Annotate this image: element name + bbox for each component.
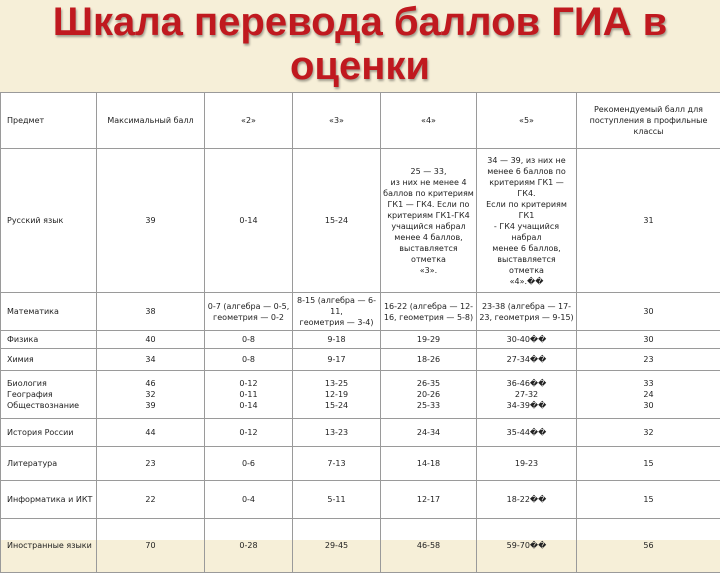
max-geography: 32 bbox=[99, 389, 202, 400]
header-grade-2: «2» bbox=[205, 93, 293, 149]
grade-5-cell: 18-22�� bbox=[477, 481, 577, 519]
title-line-2: оценки bbox=[0, 44, 720, 88]
recommended-cell: 15 bbox=[577, 481, 720, 519]
recommended-geography: 24 bbox=[579, 389, 718, 400]
table-row bbox=[1, 419, 720, 447]
grade-2-cell: 0-4 bbox=[205, 481, 293, 519]
grade-2-biology: 0-12 bbox=[207, 378, 290, 389]
grade-2-cell: 0-8 bbox=[205, 349, 293, 371]
grade-3-cell: 9-18 bbox=[293, 331, 381, 349]
grade-3-biology: 13-25 bbox=[295, 378, 378, 389]
grade-3-cell: 5-11 bbox=[293, 481, 381, 519]
grade-4-geography: 20-26 bbox=[383, 389, 474, 400]
recommended-cell: 30 bbox=[577, 293, 720, 331]
grade-3-social-studies: 15-24 bbox=[295, 400, 378, 411]
grade-5-cell: 23-38 (алгебра — 17- 23, геометрия — 9-15) bbox=[477, 293, 577, 331]
grade-5-biology: 36-46�� bbox=[479, 378, 574, 389]
table-row bbox=[1, 481, 720, 519]
grade-table-sheet bbox=[0, 92, 720, 540]
grade-5-cell: 27-34�� bbox=[477, 349, 577, 371]
subject-cell-group bbox=[1, 371, 97, 419]
grade-3-cell: 7-13 bbox=[293, 447, 381, 481]
header-max: Максимальный балл bbox=[97, 93, 205, 149]
recommended-cell: 56 bbox=[577, 519, 720, 573]
max-biology: 46 bbox=[99, 378, 202, 389]
grade-5-cell: 35-44�� bbox=[477, 419, 577, 447]
grade-5-cell: 19-23 bbox=[477, 447, 577, 481]
recommended-cell-group bbox=[577, 371, 720, 419]
subject-cell: Физика bbox=[1, 331, 97, 349]
subject-cell: Литература bbox=[1, 447, 97, 481]
grade-3-cell: 15-24 bbox=[293, 149, 381, 293]
recommended-cell: 23 bbox=[577, 349, 720, 371]
header-recommended: Рекомендуемый балл для поступления в профильные классы bbox=[577, 93, 720, 149]
max-social-studies: 39 bbox=[99, 400, 202, 411]
grade-2-cell: 0-12 bbox=[205, 419, 293, 447]
subject-biology: Биология bbox=[7, 378, 94, 389]
table-row bbox=[1, 519, 720, 573]
subject-cell: Иностранные языки bbox=[1, 519, 97, 573]
grade-3-cell-group bbox=[293, 371, 381, 419]
table-row bbox=[1, 349, 720, 371]
recommended-cell: 30 bbox=[577, 331, 720, 349]
grade-3-cell: 29-45 bbox=[293, 519, 381, 573]
grade-4-cell: 24-34 bbox=[381, 419, 477, 447]
max-cell: 38 bbox=[97, 293, 205, 331]
grade-conversion-table bbox=[0, 92, 720, 573]
subject-cell: Русский язык bbox=[1, 149, 97, 293]
grade-4-cell: 18-26 bbox=[381, 349, 477, 371]
recommended-cell: 31 bbox=[577, 149, 720, 293]
grade-5-cell: 30-40�� bbox=[477, 331, 577, 349]
grade-5-social-studies: 34-39�� bbox=[479, 400, 574, 411]
grade-2-cell: 0-7 (алгебра — 0-5, геометрия — 0-2 bbox=[205, 293, 293, 331]
grade-4-cell: 19-29 bbox=[381, 331, 477, 349]
grade-5-geography: 27-32 bbox=[479, 389, 574, 400]
grade-2-cell-group bbox=[205, 371, 293, 419]
grade-2-cell: 0-14 bbox=[205, 149, 293, 293]
grade-2-social-studies: 0-14 bbox=[207, 400, 290, 411]
grade-5-cell: 59-70�� bbox=[477, 519, 577, 573]
grade-4-cell: 46-58 bbox=[381, 519, 477, 573]
grade-2-cell: 0-8 bbox=[205, 331, 293, 349]
grade-3-geography: 12-19 bbox=[295, 389, 378, 400]
header-subject: Предмет bbox=[1, 93, 97, 149]
max-cell: 70 bbox=[97, 519, 205, 573]
table-row bbox=[1, 149, 720, 293]
max-cell: 44 bbox=[97, 419, 205, 447]
subject-cell: История России bbox=[1, 419, 97, 447]
table-row bbox=[1, 293, 720, 331]
table-row bbox=[1, 331, 720, 349]
recommended-biology: 33 bbox=[579, 378, 718, 389]
subject-social-studies: Обществознание bbox=[7, 400, 94, 411]
table-row-group bbox=[1, 371, 720, 419]
subject-geography: География bbox=[7, 389, 94, 400]
subject-cell: Химия bbox=[1, 349, 97, 371]
table-row bbox=[1, 447, 720, 481]
max-cell: 34 bbox=[97, 349, 205, 371]
grade-3-cell: 9-17 bbox=[293, 349, 381, 371]
recommended-cell: 32 bbox=[577, 419, 720, 447]
title-line-1: Шкала перевода баллов ГИА в bbox=[0, 0, 720, 44]
recommended-cell: 15 bbox=[577, 447, 720, 481]
subject-cell: Математика bbox=[1, 293, 97, 331]
max-cell: 23 bbox=[97, 447, 205, 481]
max-cell: 40 bbox=[97, 331, 205, 349]
grade-4-social-studies: 25-33 bbox=[383, 400, 474, 411]
grade-4-cell: 16-22 (алгебра — 12- 16, геометрия — 5-8) bbox=[381, 293, 477, 331]
max-cell: 22 bbox=[97, 481, 205, 519]
grade-4-cell-group bbox=[381, 371, 477, 419]
grade-4-cell: 25 — 33, из них не менее 4 баллов по критериям ГК1 — ГК4. Если по критериям ГК1-ГК4 учащийся набрал менее 4 баллов, выставляется отметка «3». bbox=[381, 149, 477, 293]
page-title bbox=[0, 0, 720, 92]
grade-2-cell: 0-6 bbox=[205, 447, 293, 481]
header-grade-3: «3» bbox=[293, 93, 381, 149]
grade-4-cell: 12-17 bbox=[381, 481, 477, 519]
header-grade-5: «5» bbox=[477, 93, 577, 149]
grade-2-cell: 0-28 bbox=[205, 519, 293, 573]
grade-4-cell: 14-18 bbox=[381, 447, 477, 481]
max-cell-group bbox=[97, 371, 205, 419]
max-cell: 39 bbox=[97, 149, 205, 293]
subject-cell: Информатика и ИКТ bbox=[1, 481, 97, 519]
grade-5-cell-group bbox=[477, 371, 577, 419]
header-row bbox=[1, 93, 720, 149]
grade-3-cell: 8-15 (алгебра — 6-11, геометрия — 3-4) bbox=[293, 293, 381, 331]
grade-4-biology: 26-35 bbox=[383, 378, 474, 389]
grade-2-geography: 0-11 bbox=[207, 389, 290, 400]
grade-3-cell: 13-23 bbox=[293, 419, 381, 447]
header-grade-4: «4» bbox=[381, 93, 477, 149]
grade-5-cell: 34 — 39, из них не менее 6 баллов по критериям ГК1 — ГК4. Если по критериям ГК1 - ГК4 учащийся набрал менее 6 баллов, выставляется отметка «4».�� bbox=[477, 149, 577, 293]
recommended-social-studies: 30 bbox=[579, 400, 718, 411]
